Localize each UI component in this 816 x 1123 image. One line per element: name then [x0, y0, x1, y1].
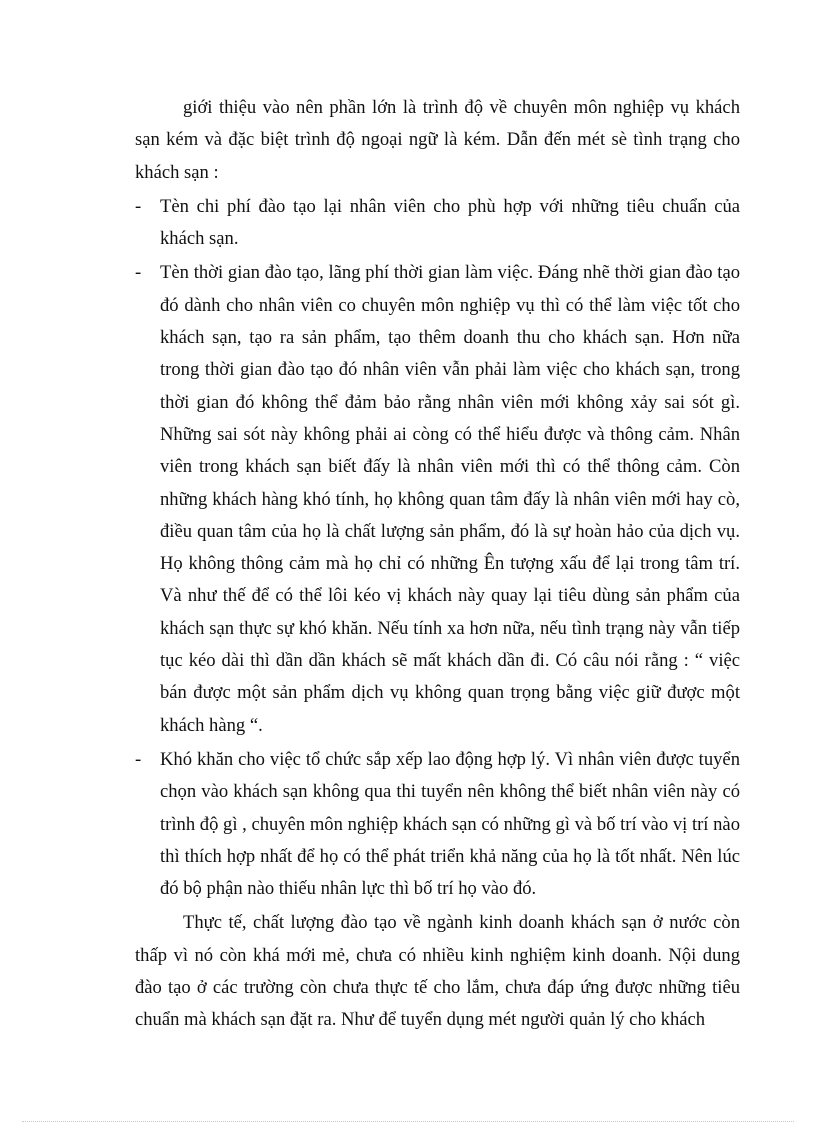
- bullet-text: Khó khăn cho việc tổ chức sắp xếp lao động hợp lý. Vì nhân viên được tuyển chọn vào khách sạn không qua thi tuyển nên không thể biết nhân viên này có trình độ gì , chuyên môn nghiệp khách sạn có những gì và bố trí vào vị trí nào thì thích hợp nhất để họ có thể phát triển khả năng của họ là tốt nhất. Nên lúc đó bộ phận nào thiếu nhân lực thì bố trí họ vào đó.: [160, 748, 740, 900]
- bullet-marker: -: [135, 195, 142, 217]
- bullet-marker: -: [135, 748, 142, 770]
- paragraph-training-quality: Thực tế, chất lượng đào tạo về ngành kinh doanh khách sạn ở nước còn thấp vì nó còn khá mới mẻ, chưa có nhiều kinh nghiệm kinh doanh. Nội dung đào tạo ở các trường còn chưa thực tế cho lắm, chưa đáp ứng được những tiêu chuẩn mà khách sạn đặt ra. Như để tuyển dụng mét người quản lý cho khách: [135, 912, 740, 1031]
- bullet-text: Tèn chi phí đào tạo lại nhân viên cho phù hợp với những tiêu chuẩn của khách sạn.: [160, 195, 740, 250]
- bullet-item-training-time: [135, 257, 740, 741]
- bullet-item-labor-arrangement: [135, 744, 740, 905]
- bullet-text: Tèn thời gian đào tạo, lãng phí thời gian làm việc. Đáng nhẽ thời gian đào tạo đó dành cho nhân viên co chuyên môn nghiệp vụ thì có thể làm việc tốt cho khách sạn, tạo ra sản phẩm, tạo thêm doanh thu cho khách sạn. Hơn nữa trong thời gian đào tạo đó nhân viên vẫn phải làm việc cho khách sạn, trong thời gian đó không thể đảm bảo rằng nhân viên mới không xảy sai sót gì. Những sai sót này không phải ai còng có thể hiểu được và thông cảm. Nhân viên trong khách sạn biết đấy là nhân viên mới thì có thể thông cảm. Còn những khách hàng khó tính, họ không quan tâm đấy là nhân viên mới hay cò, điều quan tâm của họ là chất lượng sản phẩm, đó là sự hoàn hảo của dịch vụ. Họ không thông cảm mà họ chỉ có những Ên tượng xấu để lại trong tâm trí. Và như thế để có thể lôi kéo vị khách này quay lại tiêu dùng sản phẩm của khách sạn thực sự khó khăn. Nếu tính xa hơn nữa, nếu tình trạng này vẫn tiếp tục kéo dài thì dần dần khách sẽ mất khách dần đi. Có câu nói rằng : “ việc bán được một sản phẩm dịch vụ không quan trọng bằng việc giữ được một khách hàng “.: [160, 262, 740, 736]
- paragraph-continuation: giới thiệu vào nên phần lớn là trình độ về chuyên môn nghiệp vụ khách sạn kém và đặc biệt trình độ ngoại ngữ là kém. Dẫn đến mét sè tình trạng cho khách sạn :: [135, 97, 740, 183]
- document-body: [135, 92, 740, 1039]
- page-bottom-border: [22, 1121, 794, 1122]
- bullet-marker: -: [135, 262, 142, 284]
- bullet-item-training-cost: [135, 191, 740, 256]
